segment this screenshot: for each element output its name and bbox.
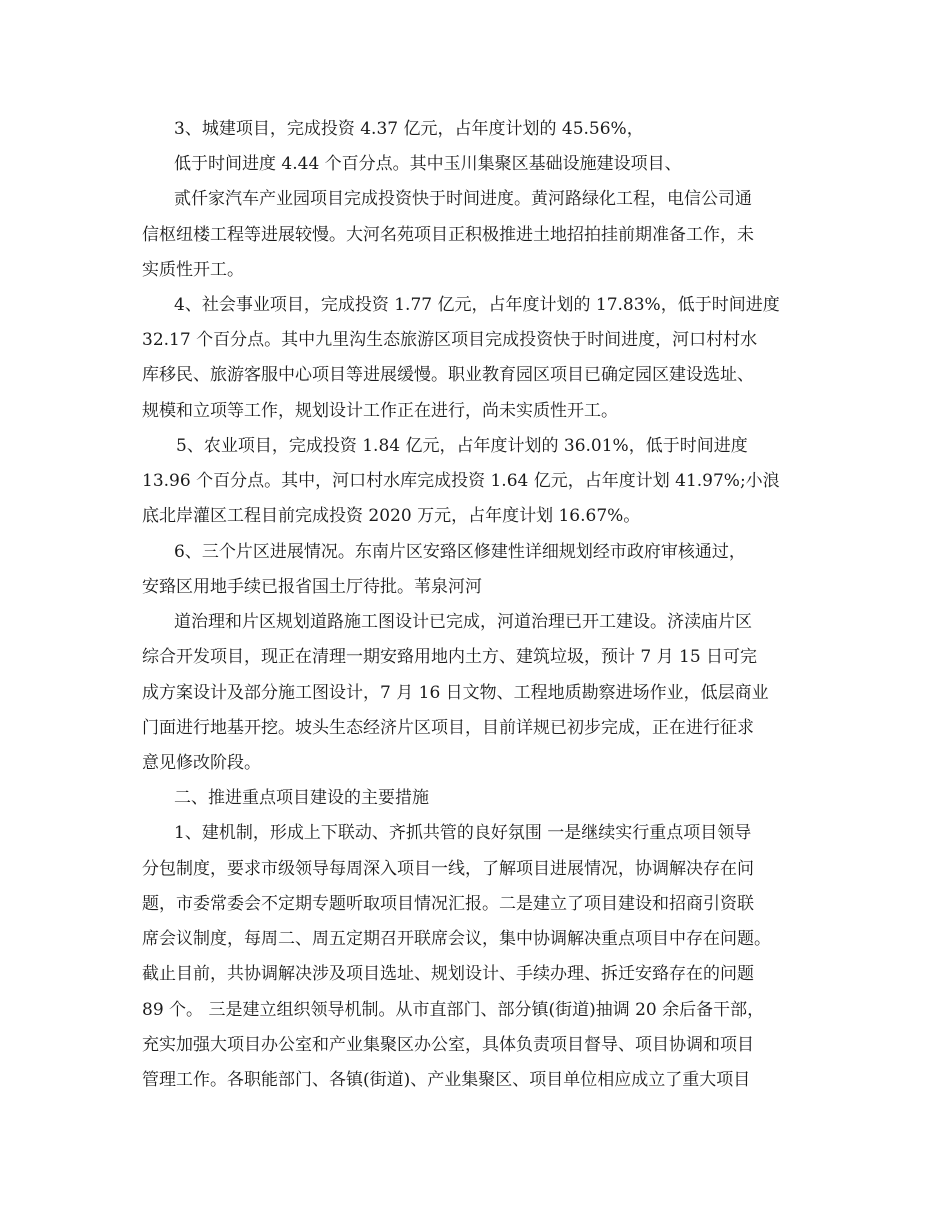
text-line: 库移民、旅游客服中心项目等进展缓慢。职业教育园区项目已确定园区建设选址、 (142, 365, 754, 385)
text-line: 成方案设计及部分施工图设计，7 月 16 日文物、工程地质勘察进场作业，低层商业 (142, 683, 769, 703)
text-line: 贰仟家汽车产业园项目完成投资快于时间进度。黄河路绿化工程，电信公司通 (174, 189, 752, 209)
text-line: 规模和立项等工作，规划设计工作正在进行，尚未实质性开工。 (142, 401, 618, 421)
text-line: 6、三个片区进展情况。东南片区安臵区修建性详细规划经市政府审核通过， (174, 542, 746, 562)
text-line: 实质性开工。 (142, 260, 244, 280)
text-line: 1、建机制，形成上下联动、齐抓共管的良好氛围 一是继续实行重点项目领导 (174, 823, 752, 843)
text-line: 道治理和片区规划道路施工图设计已完成，河道治理已开工建设。济渎庙片区 (174, 612, 752, 632)
text-line: 管理工作。各职能部门、各镇(街道)、产业集聚区、项目单位相应成立了重大项目 (142, 1070, 751, 1090)
text-line: 89 个。 三是建立组织领导机制。从市直部门、部分镇(街道)抽调 20 余后备干部， (142, 1000, 765, 1020)
text-line: 5、农业项目，完成投资 1.84 亿元，占年度计划的 36.01%，低于时间进度 (176, 436, 748, 456)
text-line: 题，市委常委会不定期专题听取项目情况汇报。二是建立了项目建设和招商引资联 (142, 894, 754, 914)
text-line: 安臵区用地手续已报省国土厅待批。苇泉河河 (142, 577, 482, 597)
text-line: 意见修改阶段。 (142, 753, 261, 773)
text-line: 底北岸灌区工程目前完成投资 2020 万元，占年度计划 16.67%。 (142, 506, 641, 526)
text-line: 综合开发项目，现正在清理一期安臵用地内土方、建筑垃圾，预计 7 月 15 日可完 (142, 647, 758, 667)
section-heading: 二、推进重点项目建设的主要措施 (174, 788, 429, 808)
text-line: 3、城建项目，完成投资 4.37 亿元，占年度计划的 45.56%， (174, 119, 644, 139)
text-line: 门面进行地基开挖。坡头生态经济片区项目，目前详规已初步完成，正在进行征求 (142, 718, 754, 738)
text-line: 32.17 个百分点。其中九里沟生态旅游区项目完成投资快于时间进度，河口村村水 (142, 330, 758, 350)
text-line: 低于时间进度 4.44 个百分点。其中玉川集聚区基础设施建设项目、 (174, 154, 682, 174)
text-line: 分包制度，要求市级领导每周深入项目一线，了解项目进展情况，协调解决存在问 (142, 859, 754, 879)
text-line: 13.96 个百分点。其中，河口村水库完成投资 1.64 亿元，占年度计划 41.97%;小浪 (142, 471, 780, 491)
text-line: 席会议制度，每周二、周五定期召开联席会议，集中协调解决重点项目中存在问题。 (142, 929, 771, 949)
text-line: 充实加强大项目办公室和产业集聚区办公室，具体负责项目督导、项目协调和项目 (142, 1035, 754, 1055)
text-line: 信枢纽楼工程等进展较慢。大河名苑项目正积极推进土地招拍挂前期准备工作，未 (142, 225, 754, 245)
text-line: 4、社会事业项目，完成投资 1.77 亿元，占年度计划的 17.83%，低于时间进度 (174, 295, 780, 315)
text-line: 截止目前，共协调解决涉及项目选址、规划设计、手续办理、拆迁安臵存在的问题 (142, 964, 754, 984)
